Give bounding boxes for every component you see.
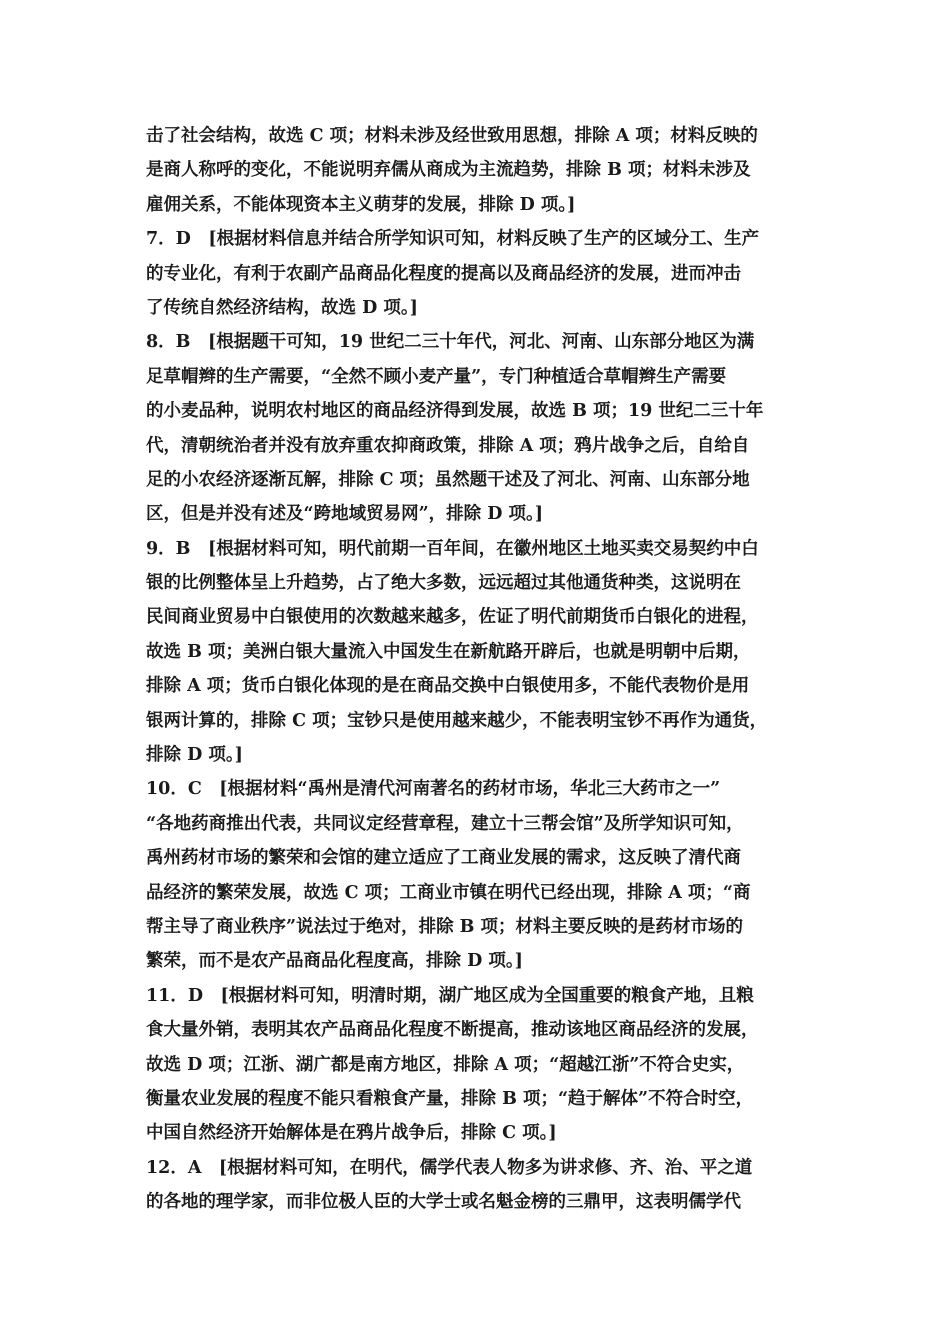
text-line: 10．C [根据材料“禹州是清代河南著名的药材市场，华北三大药市之一” — [146, 779, 721, 800]
text-line: 银的比例整体呈上升趋势，占了绝大多数，远远超过其他通货种类，这说明在 — [146, 573, 741, 594]
answer-explanation-text — [146, 119, 822, 1220]
text-line: 帮主导了商业秩序”说法过于绝对，排除 B 项；材料主要反映的是药材市场的 — [146, 916, 744, 937]
text-line: 禹州药材市场的繁荣和会馆的建立适应了工商业发展的需求，这反映了清代商 — [146, 848, 741, 869]
text-line: 排除 A 项；货币白银化体现的是在商品交换中白银使用多，不能代表物价是用 — [146, 676, 750, 697]
text-line: 11．D [根据材料可知，明清时期，湖广地区成为全国重要的粮食产地，且粮 — [146, 985, 754, 1006]
text-line: 了传统自然经济结构，故选 D 项。] — [146, 297, 418, 318]
text-line: 8．B [根据题干可知，19 世纪二三十年代，河北、河南、山东部分地区为满 — [146, 332, 755, 353]
text-line: 击了社会结构，故选 C 项；材料未涉及经世致用思想，排除 A 项；材料反映的 — [146, 126, 758, 146]
text-line: 足草帽辫的生产需要，“全然不顾小麦产量”，专门种植适合草帽辫生产需要 — [146, 366, 727, 387]
text-line: 的小麦品种，说明农村地区的商品经济得到发展，故选 B 项；19 世纪二三十年 — [146, 401, 764, 422]
text-line: 足的小农经济逐渐瓦解，排除 C 项；虽然题干述及了河北、河南、山东部分地 — [146, 469, 750, 490]
text-line: 代，清朝统治者并没有放弃重农抑商政策，排除 A 项；鸦片战争之后，自给自 — [146, 435, 750, 456]
text-line: 故选 D 项；江浙、湖广都是南方地区，排除 A 项；“超越江浙”不符合史实， — [146, 1054, 745, 1075]
text-line: 繁荣，而不是农产品商品化程度高，排除 D 项。] — [146, 951, 523, 972]
text-line: 的各地的理学家，而非位极人臣的大学士或名魁金榜的三鼎甲，这表明儒学代 — [146, 1192, 741, 1213]
text-line: 食大量外销，表明其农产品商品化程度不断提高，推动该地区商品经济的发展， — [146, 1020, 759, 1041]
text-line: 品经济的繁荣发展，故选 C 项；工商业市镇在明代已经出现，排除 A 项；“商 — [146, 882, 751, 903]
text-line: 12．A [根据材料可知，在明代，儒学代表人物多为讲求修、齐、治、平之道 — [146, 1157, 753, 1178]
text-line: 7．D [根据材料信息并结合所学知识可知，材料反映了生产的区域分工、生产 — [146, 229, 760, 250]
text-line: “各地药商推出代表，共同议定经营章程，建立十三帮会馆”及所学知识可知， — [146, 813, 744, 834]
text-line: 衡量农业发展的程度不能只看粮食产量，排除 B 项；“趋于解体”不符合时空， — [146, 1088, 754, 1109]
text-line: 9．B [根据材料可知，明代前期一百年间，在徽州地区土地买卖交易契约中白 — [146, 538, 759, 559]
text-line: 是商人称呼的变化，不能说明弃儒从商成为主流趋势，排除 B 项；材料未涉及 — [146, 160, 751, 181]
text-line: 雇佣关系，不能体现资本主义萌芽的发展，排除 D 项。] — [146, 194, 576, 215]
text-line: 故选 B 项；美洲白银大量流入中国发生在新航路开辟后，也就是明朝中后期， — [146, 641, 751, 662]
text-line: 的专业化，有利于农副产品商品化程度的提高以及商品经济的发展，进而冲击 — [146, 263, 741, 284]
text-line: 区，但是并没有述及“跨地域贸易网”，排除 D 项。] — [146, 504, 544, 525]
text-line: 银两计算的，排除 C 项；宝钞只是使用越来越少，不能表明宝钞不再作为通货， — [146, 710, 768, 731]
text-line: 民间商业贸易中白银使用的次数越来越多，佐证了明代前期货币白银化的进程， — [146, 607, 759, 628]
text-line: 中国自然经济开始解体是在鸦片战争后，排除 C 项。] — [146, 1123, 557, 1144]
text-line: 排除 D 项。] — [146, 745, 243, 766]
